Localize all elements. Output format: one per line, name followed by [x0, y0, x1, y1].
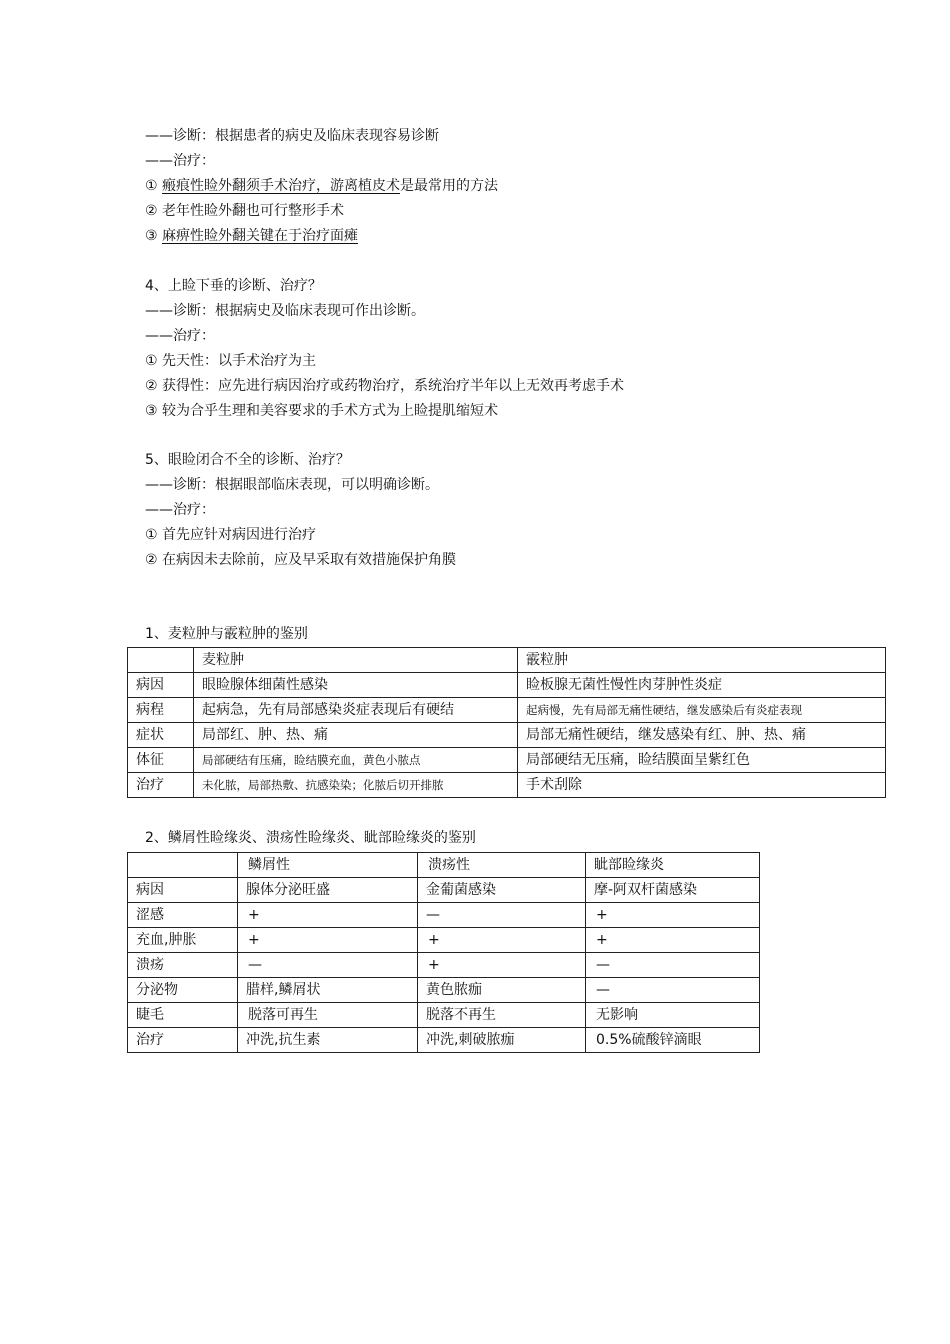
text-line: ② 获得性：应先进行病因治疗或药物治疗，系统治疗半年以上无效再考虑手术 — [145, 378, 624, 394]
table-cell: — — [418, 903, 586, 928]
table-row — [128, 748, 886, 773]
underlined-text: 瘢痕性睑外翻须手术治疗，游离植皮术 — [162, 178, 401, 194]
underlined-text: 麻痹性睑外翻关键在于治疗面瘫 — [162, 228, 359, 244]
table-cell: + — [418, 953, 586, 978]
table-cell: 黄色脓痂 — [418, 978, 586, 1003]
table-cell: 局部硬结无压痛，睑结膜面呈紫红色 — [518, 748, 886, 773]
text-line: ② 在病因未去除前，应及早采取有效措施保护角膜 — [145, 552, 456, 568]
table-cell: 起病慢，先有局部无痛性硬结，继发感染后有炎症表现 — [518, 698, 886, 723]
row-label: 分泌物 — [128, 978, 238, 1003]
table-cell: 脱落可再生 — [238, 1003, 418, 1028]
table-header-row — [128, 853, 760, 878]
table-cell: 0.5%硫酸锌滴眼 — [586, 1028, 760, 1053]
row-label: 涩感 — [128, 903, 238, 928]
stye-chalazion-table — [127, 647, 886, 798]
table-cell: + — [238, 903, 418, 928]
row-label: 溃疡 — [128, 953, 238, 978]
table-cell: 未化脓，局部热敷、抗感染染；化脓后切开排脓 — [194, 773, 518, 798]
list-marker: ① — [145, 178, 163, 194]
text-line — [145, 226, 358, 246]
table-cell: 眼睑腺体细菌性感染 — [194, 673, 518, 698]
list-marker: ③ — [145, 228, 163, 244]
table-row — [128, 673, 886, 698]
table-cell: 局部无痛性硬结，继发感染有红、肿、热、痛 — [518, 723, 886, 748]
table-header-cell: 麦粒肿 — [194, 648, 518, 673]
row-label: 体征 — [128, 748, 194, 773]
table-cell — [128, 648, 194, 673]
table-row — [128, 698, 886, 723]
table-cell: 摩-阿双杆菌感染 — [586, 878, 760, 903]
text-line: ——治疗： — [145, 153, 215, 169]
table-cell: — — [586, 978, 760, 1003]
section-heading: 5、眼睑闭合不全的诊断、治疗？ — [145, 452, 350, 468]
table-header-cell: 眦部睑缘炎 — [586, 853, 760, 878]
table-cell: 无影响 — [586, 1003, 760, 1028]
table-header-cell: 鳞屑性 — [238, 853, 418, 878]
row-label: 症状 — [128, 723, 194, 748]
table-row — [128, 903, 760, 928]
table-cell: 局部红、肿、热、痛 — [194, 723, 518, 748]
table-row — [128, 723, 886, 748]
text-line — [145, 176, 498, 196]
text-span: 是最常用的方法 — [400, 178, 499, 194]
table-cell: + — [586, 903, 760, 928]
row-label: 病因 — [128, 878, 238, 903]
text-line: ② 老年性睑外翻也可行整形手术 — [145, 203, 345, 219]
table-header-cell: 溃疡性 — [418, 853, 586, 878]
table-cell: 起病急，先有局部感染炎症表现后有硬结 — [194, 698, 518, 723]
row-label: 治疗 — [128, 773, 194, 798]
table-cell: 脱落不再生 — [418, 1003, 586, 1028]
table-cell: 腊样,鳞屑状 — [238, 978, 418, 1003]
table-cell: 冲洗,抗生素 — [238, 1028, 418, 1053]
table-cell: 腺体分泌旺盛 — [238, 878, 418, 903]
table-header-cell: 霰粒肿 — [518, 648, 886, 673]
table-cell: — — [586, 953, 760, 978]
text-line: ——诊断：根据患者的病史及临床表现容易诊断 — [145, 128, 439, 144]
table-cell: + — [238, 928, 418, 953]
row-label: 病程 — [128, 698, 194, 723]
text-line: ——诊断：根据病史及临床表现可作出诊断。 — [145, 303, 425, 319]
blepharitis-table — [127, 852, 760, 1053]
table-cell: 手术刮除 — [518, 773, 886, 798]
table-cell: — — [238, 953, 418, 978]
text-line: ③ 较为合乎生理和美容要求的手术方式为上睑提肌缩短术 — [145, 403, 498, 419]
text-line: ——治疗： — [145, 328, 215, 344]
table-row — [128, 978, 760, 1003]
section-heading: 4、上睑下垂的诊断、治疗？ — [145, 278, 322, 294]
table-row — [128, 928, 760, 953]
text-line: ① 首先应针对病因进行治疗 — [145, 527, 317, 543]
table2-caption: 2、鳞屑性睑缘炎、溃疡性睑缘炎、眦部睑缘炎的鉴别 — [145, 830, 476, 846]
table1-caption: 1、麦粒肿与霰粒肿的鉴别 — [145, 626, 308, 642]
table-header-row — [128, 648, 886, 673]
table-cell: 局部硬结有压痛，睑结膜充血，黄色小脓点 — [194, 748, 518, 773]
table-row — [128, 1003, 760, 1028]
row-label: 睫毛 — [128, 1003, 238, 1028]
table-row — [128, 773, 886, 798]
table-cell: 冲洗,刺破脓痂 — [418, 1028, 586, 1053]
table-cell: + — [418, 928, 586, 953]
table-row — [128, 1028, 760, 1053]
table-row — [128, 953, 760, 978]
row-label: 充血,肿胀 — [128, 928, 238, 953]
table-cell: 睑板腺无菌性慢性肉芽肿性炎症 — [518, 673, 886, 698]
table-cell: 金葡菌感染 — [418, 878, 586, 903]
text-line: ——治疗： — [145, 502, 215, 518]
table-cell — [128, 853, 238, 878]
text-line: ① 先天性：以手术治疗为主 — [145, 353, 317, 369]
table-row — [128, 878, 760, 903]
text-line: ——诊断：根据眼部临床表现，可以明确诊断。 — [145, 477, 439, 493]
row-label: 治疗 — [128, 1028, 238, 1053]
row-label: 病因 — [128, 673, 194, 698]
table-cell: + — [586, 928, 760, 953]
